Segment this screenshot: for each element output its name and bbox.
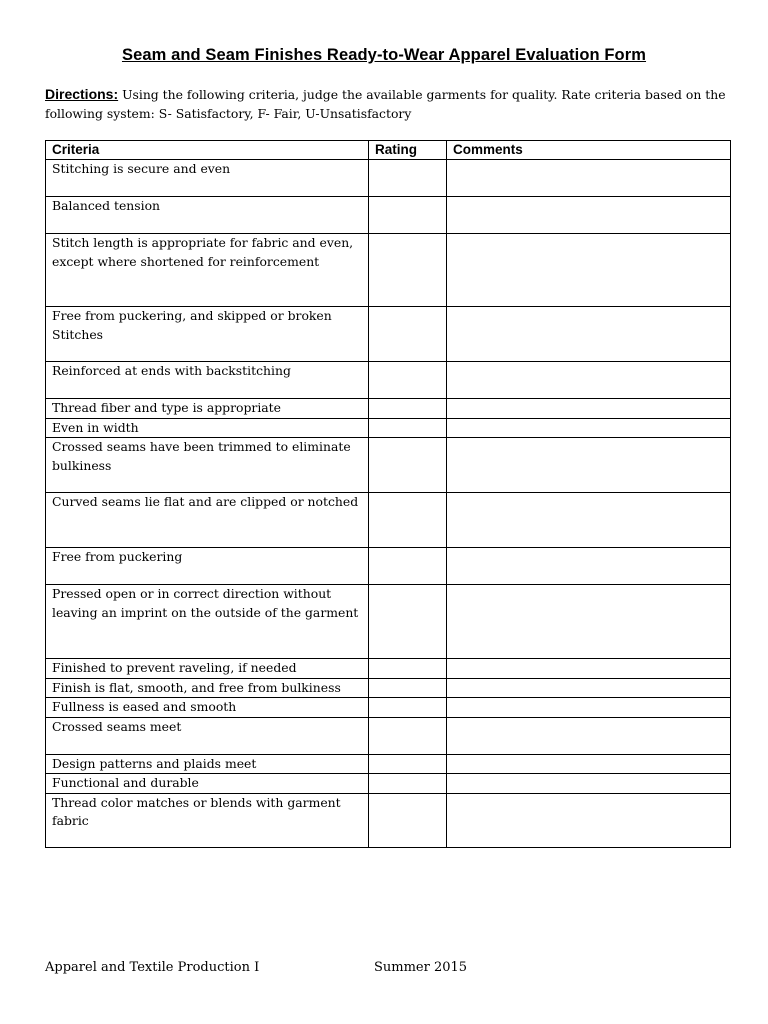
rating-cell[interactable] [369, 399, 447, 419]
page-title: Seam and Seam Finishes Ready-to-Wear Apparel Evaluation Form [121, 46, 647, 64]
comments-cell[interactable] [447, 698, 731, 718]
criteria-cell: Stitch length is appropriate for fabric and even, except where shortened for reinforcement [46, 234, 369, 307]
rating-cell[interactable] [369, 307, 447, 362]
table-row [46, 234, 731, 307]
table-row [46, 160, 731, 197]
directions-label: Directions: [45, 86, 119, 102]
comments-cell[interactable] [447, 234, 731, 307]
rating-cell[interactable] [369, 438, 447, 493]
rating-cell[interactable] [369, 698, 447, 718]
criteria-cell: Free from puckering [46, 548, 369, 585]
criteria-cell: Reinforced at ends with backstitching [46, 362, 369, 399]
rating-cell[interactable] [369, 678, 447, 698]
rating-cell[interactable] [369, 548, 447, 585]
comments-cell[interactable] [447, 160, 731, 197]
footer-course: Apparel and Textile Production I [45, 960, 260, 975]
comments-cell[interactable] [447, 307, 731, 362]
comments-cell[interactable] [447, 678, 731, 698]
criteria-cell: Finished to prevent raveling, if needed [46, 659, 369, 679]
table-row [46, 307, 731, 362]
comments-cell[interactable] [447, 362, 731, 399]
rating-cell[interactable] [369, 717, 447, 754]
comments-cell[interactable] [447, 399, 731, 419]
comments-cell[interactable] [447, 438, 731, 493]
table-row [46, 362, 731, 399]
comments-cell[interactable] [447, 659, 731, 679]
evaluation-table [45, 140, 731, 848]
criteria-cell: Crossed seams meet [46, 717, 369, 754]
table-row [46, 698, 731, 718]
criteria-cell: Finish is flat, smooth, and free from bulkiness [46, 678, 369, 698]
table-row [46, 793, 731, 847]
rating-cell[interactable] [369, 493, 447, 548]
comments-cell[interactable] [447, 548, 731, 585]
header-comments: Comments [447, 141, 731, 160]
rating-cell[interactable] [369, 793, 447, 847]
rating-cell[interactable] [369, 234, 447, 307]
criteria-cell: Even in width [46, 418, 369, 438]
table-row [46, 585, 731, 659]
criteria-cell: Thread fiber and type is appropriate [46, 399, 369, 419]
criteria-cell: Balanced tension [46, 197, 369, 234]
comments-cell[interactable] [447, 493, 731, 548]
criteria-cell: Fullness is eased and smooth [46, 698, 369, 718]
rating-cell[interactable] [369, 659, 447, 679]
table-row [46, 418, 731, 438]
criteria-cell: Stitching is secure and even [46, 160, 369, 197]
rating-cell[interactable] [369, 754, 447, 774]
rating-cell[interactable] [369, 362, 447, 399]
table-row [46, 717, 731, 754]
rating-cell[interactable] [369, 197, 447, 234]
criteria-cell: Curved seams lie flat and are clipped or notched [46, 493, 369, 548]
comments-cell[interactable] [447, 418, 731, 438]
table-row [46, 774, 731, 794]
rating-cell[interactable] [369, 774, 447, 794]
rating-cell[interactable] [369, 418, 447, 438]
table-row [46, 438, 731, 493]
table-row [46, 754, 731, 774]
table-row [46, 197, 731, 234]
directions [45, 85, 735, 123]
table-row [46, 399, 731, 419]
table-row [46, 659, 731, 679]
comments-cell[interactable] [447, 793, 731, 847]
criteria-cell: Thread color matches or blends with garment fabric [46, 793, 369, 847]
header-rating: Rating [369, 141, 447, 160]
comments-cell[interactable] [447, 774, 731, 794]
table-row [46, 678, 731, 698]
table-row [46, 493, 731, 548]
table-header-row [46, 141, 731, 160]
footer-term: Summer 2015 [374, 960, 468, 975]
comments-cell[interactable] [447, 754, 731, 774]
comments-cell[interactable] [447, 197, 731, 234]
rating-cell[interactable] [369, 160, 447, 197]
criteria-cell: Free from puckering, and skipped or broken Stitches [46, 307, 369, 362]
comments-cell[interactable] [447, 585, 731, 659]
criteria-cell: Functional and durable [46, 774, 369, 794]
criteria-cell: Crossed seams have been trimmed to eliminate bulkiness [46, 438, 369, 493]
header-criteria: Criteria [46, 141, 369, 160]
rating-cell[interactable] [369, 585, 447, 659]
comments-cell[interactable] [447, 717, 731, 754]
table-row [46, 548, 731, 585]
criteria-cell: Pressed open or in correct direction without leaving an imprint on the outside of the garment [46, 585, 369, 659]
criteria-cell: Design patterns and plaids meet [46, 754, 369, 774]
directions-text: Using the following criteria, judge the available garments for quality. Rate criteria based on the following system: S- Satisfactory, F- Fair, U-Unsatisfactory [45, 87, 726, 121]
